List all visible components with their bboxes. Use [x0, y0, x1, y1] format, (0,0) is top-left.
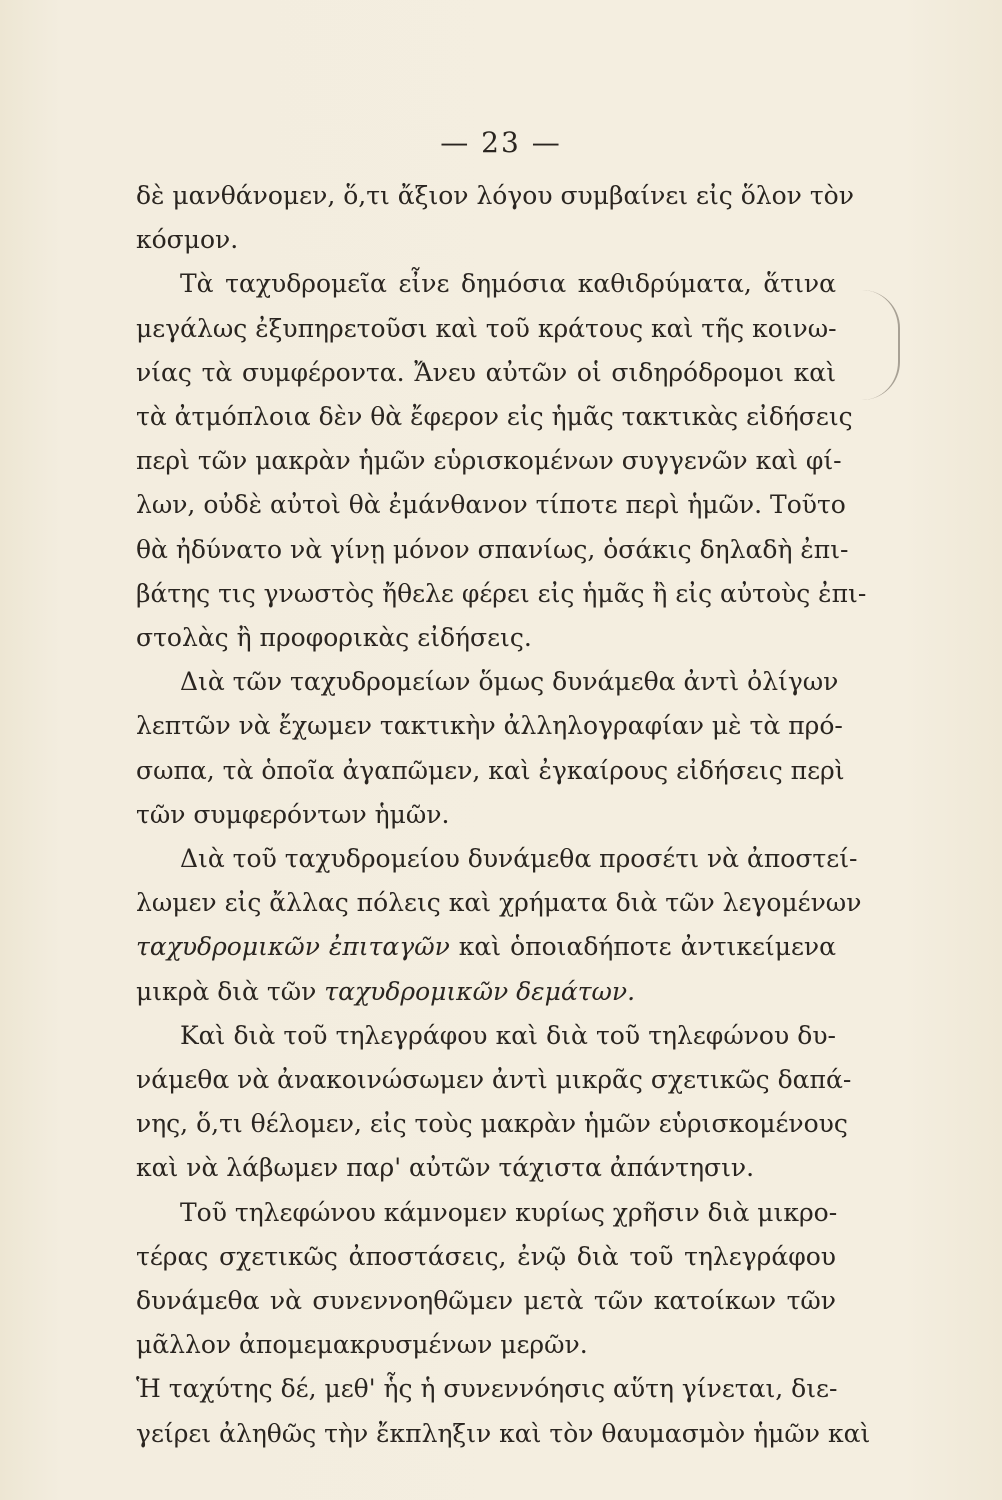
text-line: νης, ὅ,τι θέλομεν, εἰς τοὺς μακρὰν ἡμῶν εὑρισκομένους: [136, 1109, 848, 1139]
text-line: μεγάλως ἐξυπηρετοῦσι καὶ τοῦ κράτους καὶ τῆς κοινω-: [136, 313, 837, 343]
text-line: Διὰ τῶν ταχυδρομείων ὅμως δυνάμεθα ἀντὶ ὀλίγων: [180, 667, 839, 697]
text-line: δυνάμεθα νὰ συνεννοηθῶμεν μετὰ τῶν κατοίκων τῶν: [136, 1286, 836, 1315]
text-line: δὲ μανθάνομεν, ὅ,τι ἄξιον λόγου συμβαίνει εἰς ὅλον τὸν: [136, 181, 854, 210]
text-line: μᾶλλον ἀπομεμακρυσμένων μερῶν.: [136, 1330, 588, 1360]
text-line: τῶν συμφερόντων ἡμῶν.: [136, 799, 450, 829]
text-line: καὶ νὰ λάβωμεν παρ' αὐτῶν τάχιστα ἀπάντησιν.: [136, 1153, 755, 1183]
text-line: περὶ τῶν μακρὰν ἡμῶν εὑρισκομένων συγγενῶν καὶ φί-: [136, 446, 842, 476]
text-line: λεπτῶν νὰ ἔχωμεν τακτικὴν ἀλληλογραφίαν μὲ τὰ πρό-: [136, 711, 843, 741]
text-line: κόσμον.: [136, 225, 239, 255]
text-line: τὰ ἀτμόπλοια δὲν θὰ ἔφερον εἰς ἡμᾶς τακτικὰς εἰδήσεις: [136, 402, 853, 431]
text-line: Καὶ διὰ τοῦ τηλεγράφου καὶ διὰ τοῦ τηλεφώνου δυ-: [180, 1020, 836, 1050]
text-line: στολὰς ἢ προφορικὰς εἰδήσεις.: [136, 623, 532, 652]
text-line-with-italic: [136, 927, 836, 967]
text-line: νίας τὰ συμφέροντα. Ἄνευ αὐτῶν οἱ σιδηρόδρομοι καὶ: [136, 357, 836, 387]
text-line: Τὰ ταχυδρομεῖα εἶνε δημόσια καθιδρύματα, ἅτινα: [180, 269, 836, 299]
text-line: σωπα, τὰ ὁποῖα ἀγαπῶμεν, καὶ ἐγκαίρους εἰδήσεις περὶ: [136, 755, 845, 785]
italic-phrase: ταχυδρομικῶν ἐπιταγῶν: [136, 932, 450, 962]
text-line: τέρας σχετικῶς ἀποστάσεις, ἐνῷ διὰ τοῦ τηλεγράφου: [136, 1241, 836, 1271]
roman-phrase: καὶ ὁποιαδήποτε ἀντικείμενα: [458, 932, 836, 962]
text-line: γείρει ἀληθῶς τὴν ἔκπληξιν καὶ τὸν θαυμασμὸν ἡμῶν καὶ: [136, 1418, 871, 1448]
margin-bracket-mark: [862, 290, 900, 400]
page-number: — 23 —: [440, 126, 562, 159]
text-line-with-italic: [136, 972, 836, 1012]
text-line: θὰ ἠδύνατο νὰ γίνῃ μόνον σπανίως, ὁσάκις δηλαδὴ ἐπι-: [136, 534, 849, 564]
text-line: Διὰ τοῦ ταχυδρομείου δυνάμεθα προσέτι νὰ ἀποστεί-: [180, 844, 858, 873]
italic-phrase: ταχυδρομικῶν δεμάτων.: [324, 976, 636, 1006]
text-line: βάτης τις γνωστὸς ἤθελε φέρει εἰς ἡμᾶς ἢ εἰς αὐτοὺς ἐπι-: [136, 578, 867, 608]
text-line: λωμεν εἰς ἄλλας πόλεις καὶ χρήματα διὰ τῶν λεγομένων: [136, 888, 862, 918]
text-line: Ἡ ταχύτης δέ, μεθ' ἧς ἡ συνεννόησις αὕτη γίνεται, διε-: [136, 1374, 838, 1404]
roman-phrase: μικρὰ διὰ τῶν: [136, 976, 317, 1006]
text-line: λων, οὐδὲ αὐτοὶ θὰ ἐμάνθανον τίποτε περὶ ἡμῶν. Τοῦτο: [136, 490, 846, 520]
text-line: Τοῦ τηλεφώνου κάμνομεν κυρίως χρῆσιν διὰ μικρο-: [180, 1197, 838, 1227]
text-line: νάμεθα νὰ ἀνακοινώσωμεν ἀντὶ μικρᾶς σχετικῶς δαπά-: [136, 1065, 852, 1094]
